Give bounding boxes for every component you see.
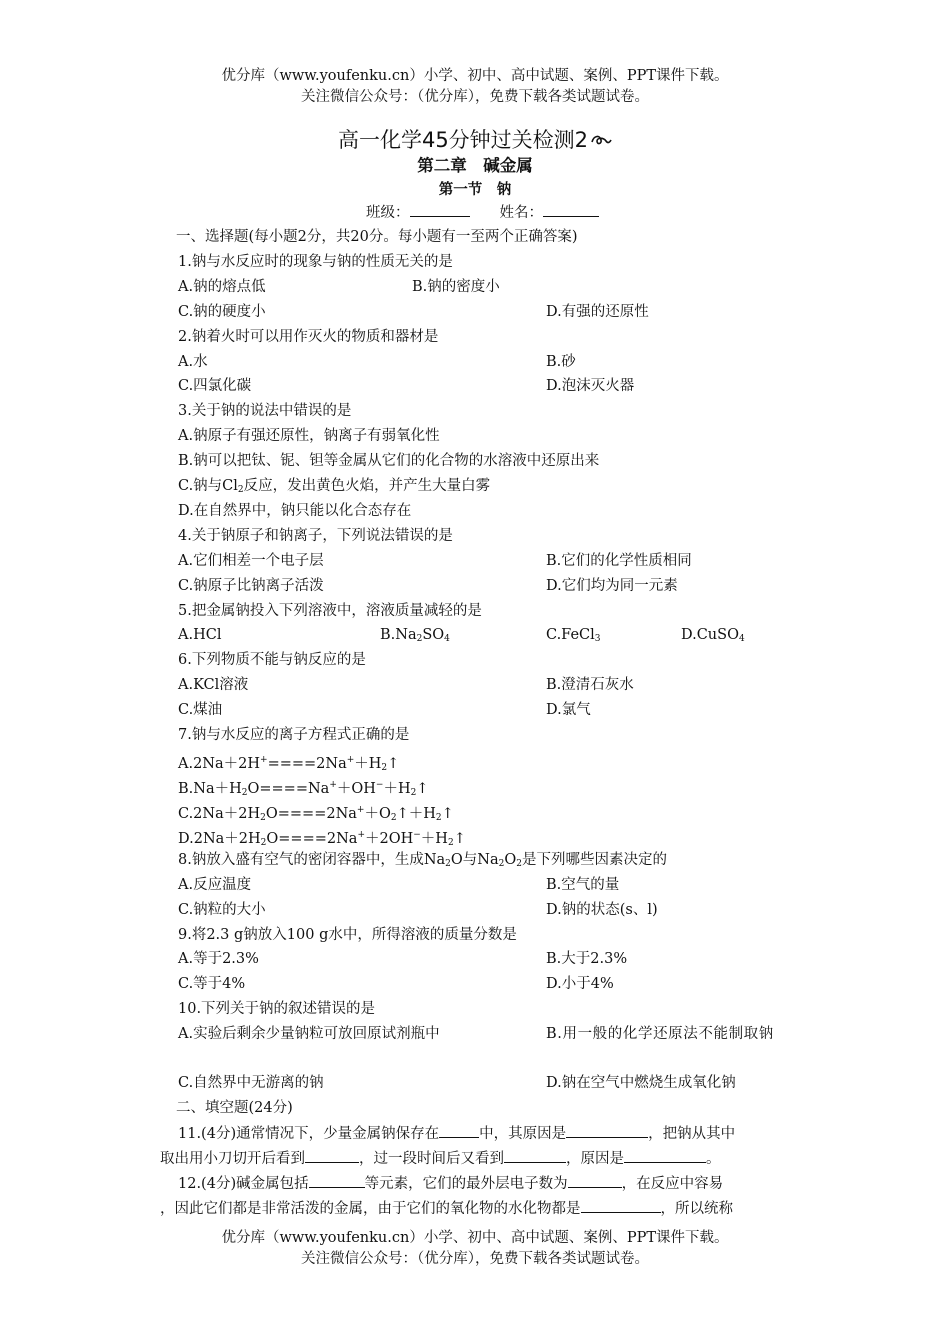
q7-option-a: $A.2Na+2H^+====2Na^++H_2↑$ xyxy=(178,755,400,773)
part1-heading: 一、选择题(每小题2分，共20分。每小题有一至两个正确答案) xyxy=(176,229,578,245)
q5-stem: 5.把金属钠投入下列溶液中，溶液质量减轻的是 xyxy=(178,603,482,619)
q2-option-c: C.四氯化碳 xyxy=(178,378,252,394)
chapter-title: 第二章 碱金属 xyxy=(417,156,533,175)
q10-stem: 10.下列关于钠的叙述错误的是 xyxy=(178,1001,376,1017)
q12-blank-3[interactable] xyxy=(581,1198,661,1213)
q4-stem: 4.关于钠原子和钠离子，下列说法错误的是 xyxy=(178,528,453,544)
q10-option-c: C.自然界中无游离的钠 xyxy=(178,1075,324,1091)
q11-line-1: 11.(4分)通常情况下，少量金属钠保存在 中，其原因是 ，把钠从其中 xyxy=(178,1123,806,1144)
exam-title: 高一化学45分钟过关检测2 xyxy=(0,124,950,154)
part2-heading: 二、填空题(24分) xyxy=(176,1100,293,1116)
q4-option-c: C.钠原子比钠离子活泼 xyxy=(178,578,324,594)
q3-stem: 3.关于钠的说法中错误的是 xyxy=(178,403,352,419)
q5-option-c: C.FeCl$_3$ xyxy=(546,627,601,644)
student-info: 班级： 姓名： xyxy=(366,202,599,223)
q8-option-b: B.空气的量 xyxy=(546,877,620,893)
q3-option-b: B.钠可以把钛、铌、钽等金属从它们的化合物的水溶液中还原出来 xyxy=(178,453,600,469)
page-header xyxy=(0,66,950,108)
q3-option-d: D.在自然界中，钠只能以化合态存在 xyxy=(178,503,412,519)
q10-option-a: A.实验后剩余少量钠粒可放回原试剂瓶中 xyxy=(178,1026,440,1042)
q8-stem: 8.钠放入盛有空气的密闭容器中，生成$Na_2O$与$Na_2O_2$是下列哪些因素决定的 xyxy=(178,852,667,869)
q10-option-d: D.钠在空气中燃烧生成氧化钠 xyxy=(546,1075,736,1091)
q2-option-b: B.砂 xyxy=(546,354,576,370)
q8-option-d: D.钠的状态(s、l) xyxy=(546,902,658,918)
q1-option-a: A.钠的熔点低 xyxy=(178,279,266,295)
q11-blank-4[interactable] xyxy=(504,1148,566,1163)
q9-option-c: C.等于4% xyxy=(178,976,246,992)
q6-stem: 6.下列物质不能与钠反应的是 xyxy=(178,652,366,668)
q12-line-2: ，因此它们都是非常活泼的金属，由于它们的氧化物的水化物都是 ，所以统称 xyxy=(160,1198,806,1219)
header-line-1: 优分库（www.youfenku.cn）小学、初中、高中试题、案例、PPT课件下载。 xyxy=(221,68,729,84)
q8-option-a: A.反应温度 xyxy=(178,877,252,893)
q8-option-c: C.钠粒的大小 xyxy=(178,902,266,918)
header-line-2: 关注微信公众号：（优分库），免费下载各类试题试卷。 xyxy=(301,89,649,105)
q5-option-b: $B.Na_2SO_4$ xyxy=(380,627,450,644)
q5-option-d: D.CuSO$_4$ xyxy=(681,627,745,644)
q6-option-b: B.澄清石灰水 xyxy=(546,677,634,693)
swirl-ornament-icon xyxy=(590,132,612,148)
q12-line-1: 12.(4分)碱金属包括 等元素，它们的最外层电子数为 ，在反应中容易 xyxy=(178,1173,806,1194)
q3-option-a: A.钠原子有强还原性，钠离子有弱氧化性 xyxy=(178,428,440,444)
q6-option-c: C.煤油 xyxy=(178,702,223,718)
section-title: 第一节 钠 xyxy=(438,182,512,198)
q11-blank-1[interactable] xyxy=(439,1123,479,1138)
q7-option-b: $B.Na+H_2O====Na^++OH^-+H_2↑$ xyxy=(178,780,429,798)
class-blank[interactable] xyxy=(410,202,470,217)
q5-option-a: A.HCl xyxy=(178,627,222,643)
q9-stem: 9.将2.3 g钠放入100 g水中，所得溶液的质量分数是 xyxy=(178,927,517,943)
q2-option-a: A.水 xyxy=(178,354,208,370)
q7-option-d: $D.2Na+2H_2O====2Na^++2OH^-+H_2↑$ xyxy=(178,830,466,848)
q11-blank-2[interactable] xyxy=(566,1123,648,1138)
q1-option-c: C.钠的硬度小 xyxy=(178,304,266,320)
q2-option-d: D.泡沫灭火器 xyxy=(546,378,635,394)
q11-blank-5[interactable] xyxy=(624,1148,706,1163)
name-blank[interactable] xyxy=(543,202,599,217)
q12-blank-2[interactable] xyxy=(568,1173,622,1188)
q3-option-c: C.钠与$Cl_2$反应，发出黄色火焰，并产生大量白雾 xyxy=(178,478,491,495)
q9-option-b: B.大于2.3% xyxy=(546,951,628,967)
q1-option-d: D.有强的还原性 xyxy=(546,304,649,320)
footer-line-2: 关注微信公众号：（优分库），免费下载各类试题试卷。 xyxy=(301,1251,649,1267)
q6-option-d: D.氯气 xyxy=(546,702,591,718)
q11-blank-3[interactable] xyxy=(305,1148,359,1163)
q4-option-d: D.它们均为同一元素 xyxy=(546,578,678,594)
q4-option-a: A.它们相差一个电子层 xyxy=(178,553,324,569)
q10-option-b: B.用一般的化学还原法不能制取钠 xyxy=(546,1026,774,1042)
q12-blank-1[interactable] xyxy=(309,1173,365,1188)
q7-stem: 7.钠与水反应的离子方程式正确的是 xyxy=(178,727,410,743)
q9-option-a: A.等于2.3% xyxy=(178,951,259,967)
q7-option-c: $C.2Na+2H_2O====2Na^++O_2↑+H_2↑$ xyxy=(178,805,454,823)
q9-option-d: D.小于4% xyxy=(546,976,614,992)
q1-option-b: B.钠的密度小 xyxy=(412,279,500,295)
q4-option-b: B.它们的化学性质相同 xyxy=(546,553,692,569)
q2-stem: 2.钠着火时可以用作灭火的物质和器材是 xyxy=(178,329,439,345)
footer-line-1: 优分库（www.youfenku.cn）小学、初中、高中试题、案例、PPT课件下载。 xyxy=(221,1230,729,1246)
q1-stem: 1.钠与水反应时的现象与钠的性质无关的是 xyxy=(178,254,453,270)
q11-line-2: 取出用小刀切开后看到 ，过一段时间后又看到 ，原因是 。 xyxy=(160,1148,806,1169)
q6-option-a: A.KCl溶液 xyxy=(178,677,249,693)
page-footer xyxy=(0,1228,950,1270)
